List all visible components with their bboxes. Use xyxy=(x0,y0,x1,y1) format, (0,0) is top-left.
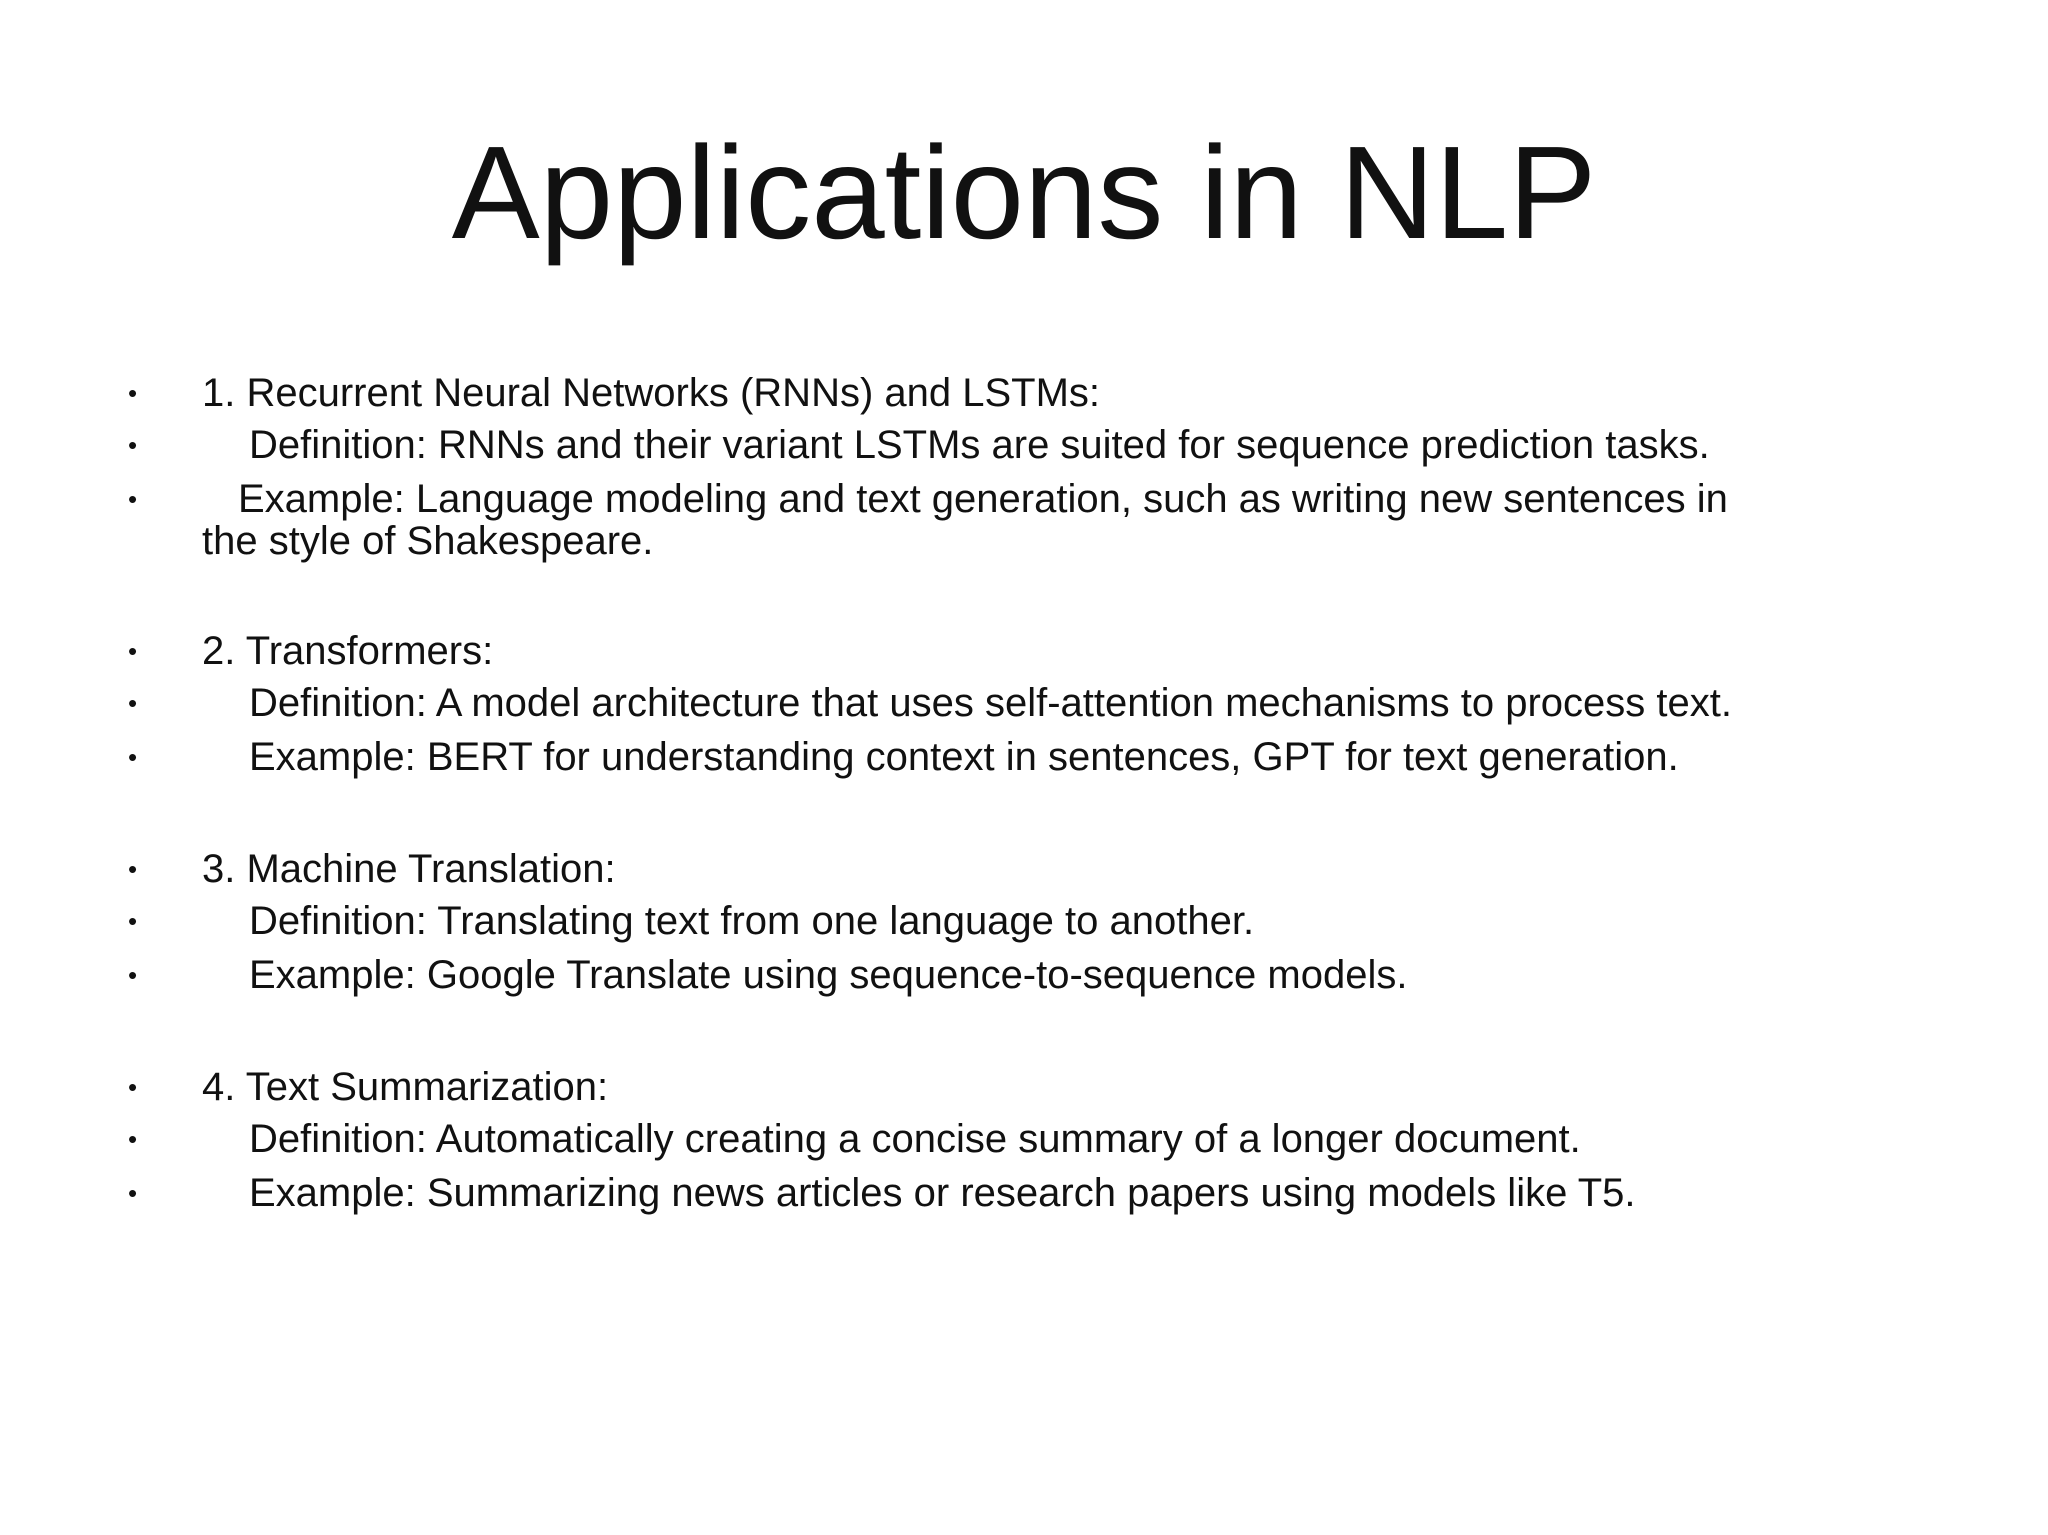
bullet-icon: • xyxy=(128,688,138,718)
bullet-icon: • xyxy=(128,854,138,884)
example-text: Example: Summarizing news articles or research papers using models like T5. xyxy=(249,1171,1636,1215)
section-heading: 4. Text Summarization: xyxy=(202,1065,609,1109)
slide-title: Applications in NLP xyxy=(451,119,1597,266)
definition-text: Definition: Translating text from one language to another. xyxy=(249,899,1255,943)
bullet-icon: • xyxy=(128,960,138,990)
example-text: Example: BERT for understanding context in sentences, GPT for text generation. xyxy=(249,735,1679,779)
example-text: Example: Google Translate using sequence-to-sequence models. xyxy=(249,953,1408,997)
bullet-icon: • xyxy=(128,1124,138,1154)
bullet-icon: • xyxy=(128,906,138,936)
bullet-icon: • xyxy=(128,1072,138,1102)
example-text-continued: the style of Shakespeare. xyxy=(202,519,654,563)
definition-text: Definition: A model architecture that uses self-attention mechanisms to process text. xyxy=(249,681,1732,725)
section-heading: 3. Machine Translation: xyxy=(202,847,616,891)
definition-text: Definition: RNNs and their variant LSTMs are suited for sequence prediction tasks. xyxy=(249,423,1710,467)
section-heading: 1. Recurrent Neural Networks (RNNs) and LSTMs: xyxy=(202,371,1101,415)
bullet-icon: • xyxy=(128,742,138,772)
bullet-icon: • xyxy=(128,1178,138,1208)
bullet-icon: • xyxy=(128,378,138,408)
section-heading: 2. Transformers: xyxy=(202,629,494,673)
bullet-icon: • xyxy=(128,636,138,666)
bullet-icon: • xyxy=(128,484,138,514)
bullet-icon: • xyxy=(128,430,138,460)
definition-text: Definition: Automatically creating a concise summary of a longer document. xyxy=(249,1117,1581,1161)
example-text: Example: Language modeling and text generation, such as writing new sentences in xyxy=(238,477,1728,521)
